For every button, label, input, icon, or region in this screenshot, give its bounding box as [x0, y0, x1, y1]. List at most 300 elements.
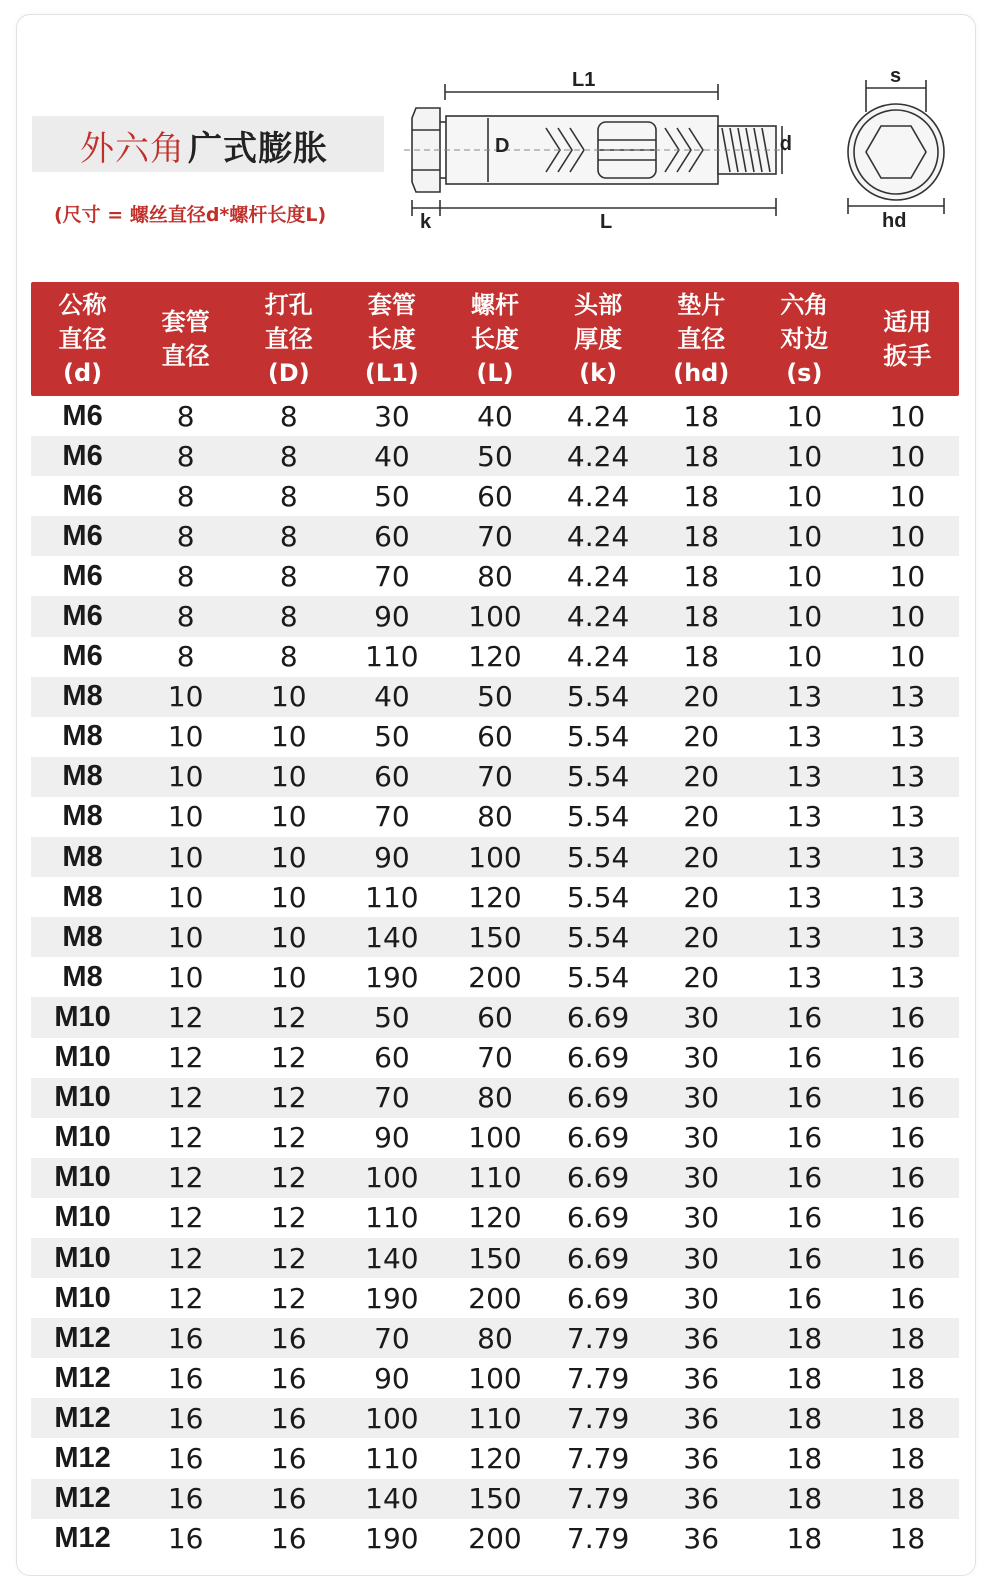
table-cell: 18 — [683, 479, 720, 513]
table-cell: 18 — [683, 559, 720, 593]
table-cell: 10 — [167, 960, 204, 994]
table-cell: 10 — [889, 399, 926, 433]
table-row — [31, 1318, 959, 1358]
table-cell: 10 — [889, 519, 926, 553]
table-cell: 140 — [365, 1482, 419, 1516]
table-cell: 110 — [365, 1201, 419, 1235]
table-cell: 6.69 — [566, 1161, 630, 1195]
table-cell: 16 — [889, 1081, 926, 1115]
table-cell: 100 — [468, 600, 522, 634]
table-cell: 20 — [683, 960, 720, 994]
nominal-diameter-cell: M8 — [62, 960, 103, 993]
table-cell: 190 — [365, 1522, 419, 1556]
table-cell: 5.54 — [566, 960, 630, 994]
table-cell: 50 — [374, 479, 410, 513]
table-cell: 13 — [786, 880, 823, 914]
table-cell: 12 — [270, 1281, 307, 1315]
table-cell: 10 — [270, 720, 307, 754]
table-cell: 70 — [374, 800, 410, 834]
table-cell: 10 — [167, 840, 204, 874]
nominal-diameter-cell: M12 — [54, 1401, 111, 1434]
table-row — [31, 677, 959, 717]
nominal-diameter-cell: M12 — [54, 1321, 111, 1354]
table-cell: 18 — [786, 1321, 823, 1355]
table-cell: 18 — [786, 1522, 823, 1556]
table-cell: 7.79 — [566, 1522, 630, 1556]
nominal-diameter-cell: M6 — [62, 600, 103, 633]
table-cell: 190 — [365, 960, 419, 994]
table-cell: 150 — [468, 920, 522, 954]
table-cell: 16 — [889, 1201, 926, 1235]
table-cell: 120 — [468, 1201, 522, 1235]
table-cell: 16 — [889, 1281, 926, 1315]
table-cell: 16 — [786, 1241, 823, 1275]
table-cell: 10 — [889, 640, 926, 674]
table-cell: 5.54 — [566, 800, 630, 834]
table-cell: 13 — [889, 680, 926, 714]
table-cell: 4.24 — [566, 519, 630, 553]
table-cell: 30 — [683, 1121, 720, 1155]
table-cell: 12 — [270, 1041, 307, 1075]
table-cell: 12 — [167, 1161, 204, 1195]
table-cell: 8 — [279, 479, 298, 513]
table-cell: 6.69 — [566, 1241, 630, 1275]
table-row — [31, 1519, 959, 1559]
table-cell: 8 — [176, 399, 195, 433]
dim-label-d: d — [779, 133, 792, 155]
column-header: 头部 厚度 (k) — [574, 291, 623, 387]
table-cell: 18 — [889, 1522, 926, 1556]
table-cell: 18 — [889, 1482, 926, 1516]
table-cell: 13 — [889, 760, 926, 794]
table-cell: 30 — [683, 1000, 720, 1034]
nominal-diameter-cell: M10 — [54, 1281, 111, 1314]
table-cell: 20 — [683, 720, 720, 754]
table-cell: 16 — [786, 1041, 823, 1075]
table-cell: 16 — [786, 1161, 823, 1195]
table-cell: 10 — [167, 920, 204, 954]
table-cell: 10 — [167, 720, 204, 754]
table-cell: 13 — [786, 840, 823, 874]
table-cell: 18 — [683, 399, 720, 433]
column-header: 套管 直径 — [161, 308, 210, 370]
table-cell: 200 — [468, 1522, 522, 1556]
table-cell: 40 — [477, 399, 513, 433]
column-header: 套管 长度 (L1) — [364, 291, 419, 387]
table-cell: 10 — [889, 439, 926, 473]
table-cell: 36 — [683, 1441, 720, 1475]
table-cell: 18 — [889, 1321, 926, 1355]
table-cell: 12 — [167, 1241, 204, 1275]
table-cell: 10 — [167, 800, 204, 834]
table-row — [31, 1198, 959, 1238]
table-cell: 50 — [477, 680, 513, 714]
table-cell: 30 — [683, 1161, 720, 1195]
table-cell: 20 — [683, 840, 720, 874]
table-cell: 10 — [786, 399, 823, 433]
table-cell: 4.24 — [566, 439, 630, 473]
table-cell: 16 — [889, 1000, 926, 1034]
table-cell: 36 — [683, 1321, 720, 1355]
table-cell: 16 — [270, 1522, 307, 1556]
table-cell: 16 — [889, 1121, 926, 1155]
nominal-diameter-cell: M10 — [54, 1041, 111, 1074]
table-cell: 16 — [167, 1361, 204, 1395]
table-row — [31, 1038, 959, 1078]
anchor-bolt-end-view-diagram — [838, 60, 958, 240]
nominal-diameter-cell: M8 — [62, 920, 103, 953]
table-cell: 10 — [786, 479, 823, 513]
table-cell: 16 — [270, 1321, 307, 1355]
table-cell: 16 — [167, 1321, 204, 1355]
table-cell: 100 — [365, 1401, 419, 1435]
table-cell: 100 — [468, 1361, 522, 1395]
dim-label-s: s — [890, 65, 902, 87]
column-header: 六角 对边 (s) — [780, 291, 829, 387]
table-cell: 18 — [683, 439, 720, 473]
column-header: 公称 直径 (d) — [58, 291, 107, 387]
table-cell: 10 — [786, 519, 823, 553]
table-cell: 60 — [477, 720, 513, 754]
table-cell: 40 — [374, 439, 410, 473]
table-cell: 13 — [889, 920, 926, 954]
table-cell: 18 — [786, 1441, 823, 1475]
table-row — [31, 877, 959, 917]
table-cell: 13 — [786, 680, 823, 714]
table-cell: 10 — [270, 800, 307, 834]
column-header: 螺杆 长度 (L) — [470, 291, 519, 387]
table-cell: 60 — [374, 760, 410, 794]
table-cell: 8 — [176, 600, 195, 634]
table-cell: 12 — [167, 1081, 204, 1115]
nominal-diameter-cell: M10 — [54, 1000, 111, 1033]
table-cell: 8 — [176, 519, 195, 553]
table-cell: 100 — [365, 1161, 419, 1195]
table-cell: 13 — [889, 840, 926, 874]
spec-table — [31, 282, 959, 1559]
table-cell: 16 — [167, 1522, 204, 1556]
table-cell: 16 — [270, 1401, 307, 1435]
size-note: (尺寸 = 螺丝直径d*螺杆长度L) — [54, 204, 327, 226]
table-cell: 70 — [477, 519, 513, 553]
nominal-diameter-cell: M6 — [62, 519, 103, 552]
table-cell: 140 — [365, 1241, 419, 1275]
table-row — [31, 436, 959, 476]
table-cell: 20 — [683, 880, 720, 914]
table-cell: 7.79 — [566, 1482, 630, 1516]
nominal-diameter-cell: M6 — [62, 640, 103, 673]
title-hex-head: 外六角 — [80, 129, 185, 169]
table-cell: 80 — [477, 1321, 513, 1355]
table-cell: 90 — [374, 1361, 410, 1395]
table-row — [31, 837, 959, 877]
table-cell: 80 — [477, 1081, 513, 1115]
table-cell: 13 — [786, 920, 823, 954]
table-cell: 5.54 — [566, 760, 630, 794]
nominal-diameter-cell: M6 — [62, 439, 103, 472]
table-cell: 18 — [683, 600, 720, 634]
table-row — [31, 556, 959, 596]
column-header: 垫片 直径 (hd) — [673, 291, 730, 387]
nominal-diameter-cell: M6 — [62, 479, 103, 512]
nominal-diameter-cell: M12 — [54, 1441, 111, 1474]
table-cell: 70 — [477, 1041, 513, 1075]
table-row — [31, 997, 959, 1037]
table-cell: 6.69 — [566, 1081, 630, 1115]
table-cell: 20 — [683, 680, 720, 714]
nominal-diameter-cell: M8 — [62, 760, 103, 793]
table-cell: 18 — [683, 640, 720, 674]
table-cell: 10 — [270, 840, 307, 874]
table-cell: 90 — [374, 840, 410, 874]
table-cell: 16 — [786, 1281, 823, 1315]
table-row — [31, 637, 959, 677]
table-cell: 4.24 — [566, 399, 630, 433]
table-cell: 4.24 — [566, 559, 630, 593]
table-cell: 8 — [279, 640, 298, 674]
table-cell: 13 — [889, 880, 926, 914]
table-cell: 110 — [365, 880, 419, 914]
table-cell: 10 — [167, 880, 204, 914]
table-cell: 12 — [270, 1201, 307, 1235]
table-cell: 120 — [468, 640, 522, 674]
table-cell: 110 — [468, 1401, 522, 1435]
table-cell: 8 — [279, 399, 298, 433]
dim-label-L1: L1 — [572, 69, 596, 91]
table-cell: 5.54 — [566, 920, 630, 954]
table-cell: 30 — [683, 1241, 720, 1275]
table-cell: 10 — [786, 559, 823, 593]
table-cell: 8 — [279, 439, 298, 473]
table-cell: 16 — [167, 1441, 204, 1475]
table-cell: 10 — [786, 439, 823, 473]
nominal-diameter-cell: M12 — [54, 1522, 111, 1555]
nominal-diameter-cell: M8 — [62, 800, 103, 833]
table-cell: 12 — [270, 1081, 307, 1115]
table-cell: 8 — [176, 559, 195, 593]
table-cell: 36 — [683, 1482, 720, 1516]
dim-label-D: D — [495, 135, 510, 157]
table-cell: 30 — [683, 1081, 720, 1115]
table-cell: 4.24 — [566, 640, 630, 674]
table-row — [31, 1158, 959, 1198]
table-cell: 20 — [683, 800, 720, 834]
table-cell: 10 — [270, 680, 307, 714]
table-cell: 8 — [279, 559, 298, 593]
table-cell: 30 — [683, 1281, 720, 1315]
table-cell: 16 — [167, 1482, 204, 1516]
table-cell: 6.69 — [566, 1121, 630, 1155]
table-cell: 7.79 — [566, 1361, 630, 1395]
table-cell: 110 — [365, 1441, 419, 1475]
table-cell: 13 — [786, 720, 823, 754]
table-cell: 16 — [889, 1041, 926, 1075]
table-cell: 12 — [270, 1161, 307, 1195]
table-cell: 10 — [786, 600, 823, 634]
nominal-diameter-cell: M12 — [54, 1361, 111, 1394]
table-cell: 200 — [468, 1281, 522, 1315]
table-cell: 60 — [477, 479, 513, 513]
table-cell: 40 — [374, 680, 410, 714]
table-cell: 18 — [786, 1361, 823, 1395]
table-cell: 10 — [270, 760, 307, 794]
table-cell: 6.69 — [566, 1041, 630, 1075]
table-cell: 10 — [167, 680, 204, 714]
table-cell: 190 — [365, 1281, 419, 1315]
table-cell: 150 — [468, 1482, 522, 1516]
table-cell: 16 — [270, 1482, 307, 1516]
table-cell: 80 — [477, 559, 513, 593]
table-row — [31, 1278, 959, 1318]
nominal-diameter-cell: M10 — [54, 1241, 111, 1274]
table-cell: 140 — [365, 920, 419, 954]
table-cell: 60 — [374, 519, 410, 553]
table-cell: 5.54 — [566, 680, 630, 714]
table-row — [31, 596, 959, 636]
table-row — [31, 717, 959, 757]
table-row — [31, 957, 959, 997]
table-cell: 12 — [167, 1041, 204, 1075]
column-header: 适用 扳手 — [883, 308, 932, 370]
table-cell: 16 — [889, 1161, 926, 1195]
table-cell: 16 — [270, 1361, 307, 1395]
table-cell: 4.24 — [566, 479, 630, 513]
column-header: 打孔 直径 (D) — [264, 291, 313, 387]
table-cell: 12 — [167, 1000, 204, 1034]
table-row — [31, 797, 959, 837]
table-cell: 60 — [374, 1041, 410, 1075]
table-cell: 18 — [889, 1401, 926, 1435]
table-cell: 12 — [167, 1201, 204, 1235]
table-cell: 70 — [374, 559, 410, 593]
table-cell: 16 — [270, 1441, 307, 1475]
dim-label-L: L — [600, 211, 613, 233]
table-cell: 16 — [786, 1201, 823, 1235]
table-cell: 30 — [683, 1041, 720, 1075]
table-row — [31, 917, 959, 957]
table-cell: 10 — [889, 479, 926, 513]
table-cell: 30 — [683, 1201, 720, 1235]
table-cell: 18 — [889, 1361, 926, 1395]
table-cell: 70 — [374, 1081, 410, 1115]
table-cell: 20 — [683, 760, 720, 794]
table-cell: 70 — [374, 1321, 410, 1355]
table-cell: 6.69 — [566, 1000, 630, 1034]
table-header — [31, 282, 959, 396]
table-cell: 13 — [786, 800, 823, 834]
table-row — [31, 396, 959, 436]
table-cell: 16 — [786, 1000, 823, 1034]
table-cell: 50 — [374, 720, 410, 754]
anchor-bolt-side-view-diagram — [400, 60, 790, 240]
table-cell: 4.24 — [566, 600, 630, 634]
table-cell: 10 — [270, 880, 307, 914]
table-cell: 8 — [279, 600, 298, 634]
table-cell: 8 — [176, 439, 195, 473]
table-cell: 6.69 — [566, 1201, 630, 1235]
dim-label-hd: hd — [882, 210, 907, 232]
nominal-diameter-cell: M8 — [62, 840, 103, 873]
table-row — [31, 476, 959, 516]
table-cell: 100 — [468, 1121, 522, 1155]
table-cell: 10 — [889, 559, 926, 593]
table-cell: 10 — [270, 960, 307, 994]
nominal-diameter-cell: M12 — [54, 1482, 111, 1515]
table-row — [31, 1479, 959, 1519]
table-cell: 120 — [468, 880, 522, 914]
table-cell: 18 — [786, 1482, 823, 1516]
table-row — [31, 757, 959, 797]
table-cell: 16 — [167, 1401, 204, 1435]
table-cell: 110 — [365, 640, 419, 674]
table-cell: 200 — [468, 960, 522, 994]
table-cell: 60 — [477, 1000, 513, 1034]
table-cell: 18 — [683, 519, 720, 553]
table-cell: 90 — [374, 600, 410, 634]
nominal-diameter-cell: M10 — [54, 1081, 111, 1114]
table-row — [31, 516, 959, 556]
table-cell: 50 — [477, 439, 513, 473]
table-cell: 50 — [374, 1000, 410, 1034]
table-cell: 8 — [176, 479, 195, 513]
table-cell: 8 — [279, 519, 298, 553]
table-cell: 13 — [889, 800, 926, 834]
table-cell: 8 — [176, 640, 195, 674]
table-cell: 100 — [468, 840, 522, 874]
table-cell: 5.54 — [566, 840, 630, 874]
table-cell: 16 — [889, 1241, 926, 1275]
table-cell: 80 — [477, 800, 513, 834]
table-cell: 90 — [374, 1121, 410, 1155]
table-cell: 5.54 — [566, 720, 630, 754]
table-cell: 18 — [786, 1401, 823, 1435]
nominal-diameter-cell: M8 — [62, 880, 103, 913]
table-cell: 18 — [889, 1441, 926, 1475]
table-cell: 10 — [167, 760, 204, 794]
table-cell: 150 — [468, 1241, 522, 1275]
table-cell: 10 — [786, 640, 823, 674]
nominal-diameter-cell: M6 — [62, 559, 103, 592]
table-cell: 16 — [786, 1121, 823, 1155]
table-cell: 10 — [889, 600, 926, 634]
table-cell: 12 — [167, 1281, 204, 1315]
table-cell: 10 — [270, 920, 307, 954]
table-cell: 12 — [270, 1121, 307, 1155]
table-cell: 120 — [468, 1441, 522, 1475]
table-cell: 13 — [786, 760, 823, 794]
table-cell: 20 — [683, 920, 720, 954]
table-cell: 12 — [167, 1121, 204, 1155]
table-cell: 5.54 — [566, 880, 630, 914]
table-cell: 12 — [270, 1000, 307, 1034]
dim-label-k: k — [420, 211, 432, 233]
table-cell: 70 — [477, 760, 513, 794]
table-cell: 7.79 — [566, 1321, 630, 1355]
table-cell: 36 — [683, 1361, 720, 1395]
table-cell: 7.79 — [566, 1441, 630, 1475]
nominal-diameter-cell: M10 — [54, 1161, 111, 1194]
table-row — [31, 1398, 959, 1438]
nominal-diameter-cell: M10 — [54, 1201, 111, 1234]
table-row — [31, 1118, 959, 1158]
table-cell: 30 — [374, 399, 410, 433]
table-cell: 7.79 — [566, 1401, 630, 1435]
table-cell: 12 — [270, 1241, 307, 1275]
table-cell: 110 — [468, 1161, 522, 1195]
nominal-diameter-cell: M6 — [62, 399, 103, 432]
table-cell: 13 — [786, 960, 823, 994]
table-cell: 36 — [683, 1522, 720, 1556]
